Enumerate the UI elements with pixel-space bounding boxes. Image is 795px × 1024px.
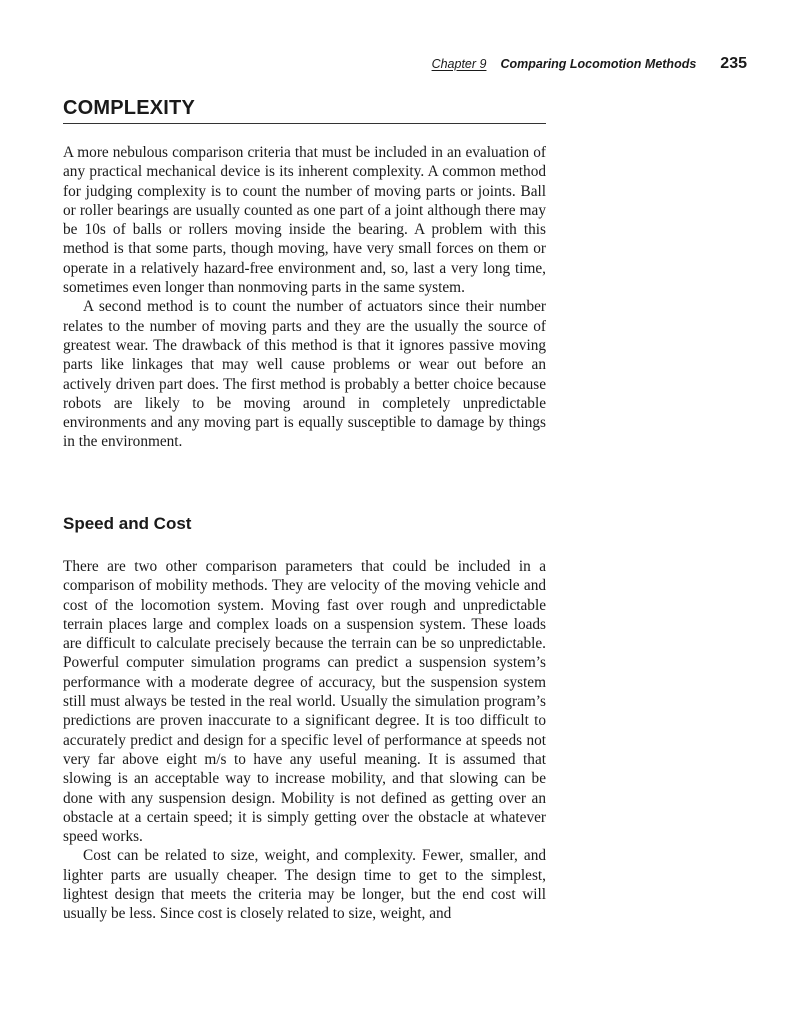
body-paragraph: A more nebulous comparison criteria that must be included in an evaluation of any practical mechanical device is its inherent complexity. A common method for judging complexity is to count the number of moving parts or joints. Ball or roller bearings are usually counted as one part of a joint although there may be 10s of balls or rollers moving inside the bearing. A problem with this method is that some parts, though moving, have very small forces on them or operate in a relatively hazard-free environment and, so, last a very long time, sometimes even longer than nonmoving parts in the same system.	[63, 144, 546, 297]
subsection-heading-speed-and-cost: Speed and Cost	[63, 514, 192, 533]
running-head	[432, 55, 747, 73]
section-heading-complexity: COMPLEXITY	[63, 97, 546, 124]
chapter-label: Chapter 9	[431, 57, 487, 71]
complexity-section-body	[63, 143, 546, 452]
speed-and-cost-section-body	[63, 557, 546, 924]
body-paragraph: A second method is to count the number of actuators since their number relates to the number of moving parts and they are the usually the source of greatest wear. The drawback of this method is that it ignores passive moving parts like linkages that may well cause problems or wear out before an actively driven part does. The first method is probably a better choice because robots are likely to be moving around in completely unpredictable environments and any moving part is equally susceptible to damage by things in the environment.	[63, 298, 546, 451]
body-paragraph: Cost can be related to size, weight, and complexity. Fewer, smaller, and lighter parts are usually cheaper. The design time to get to the simplest, lightest design that meets the criteria may be longer, but the end cost will usually be less. Since cost is closely related to size, weight, and	[63, 847, 546, 923]
body-paragraph: There are two other comparison parameters that could be included in a comparison of mobility methods. They are velocity of the moving vehicle and cost of the locomotion system. Moving fast over rough and unpredictable terrain places large and complex loads on a suspension system. These loads are difficult to calculate precisely because the terrain can be so unpredictable. Powerful computer simulation programs can predict a suspension system’s performance with a moderate degree of accuracy, but the suspension system still must always be tested in the real world. Usually the simulation program’s predictions are proven inaccurate to a significant degree. It is too difficult to accurately predict and design for a specific level of performance at speeds not very far above eight m/s to have any useful meaning. It is assumed that slowing is an acceptable way to increase mobility, and that slowing can be done with any suspension design. Mobility is not defined as getting over an obstacle at a certain speed; it is simply getting over the obstacle at whatever speed works.	[63, 558, 546, 846]
page-number: 235	[720, 55, 747, 72]
chapter-title: Comparing Locomotion Methods	[500, 57, 697, 71]
